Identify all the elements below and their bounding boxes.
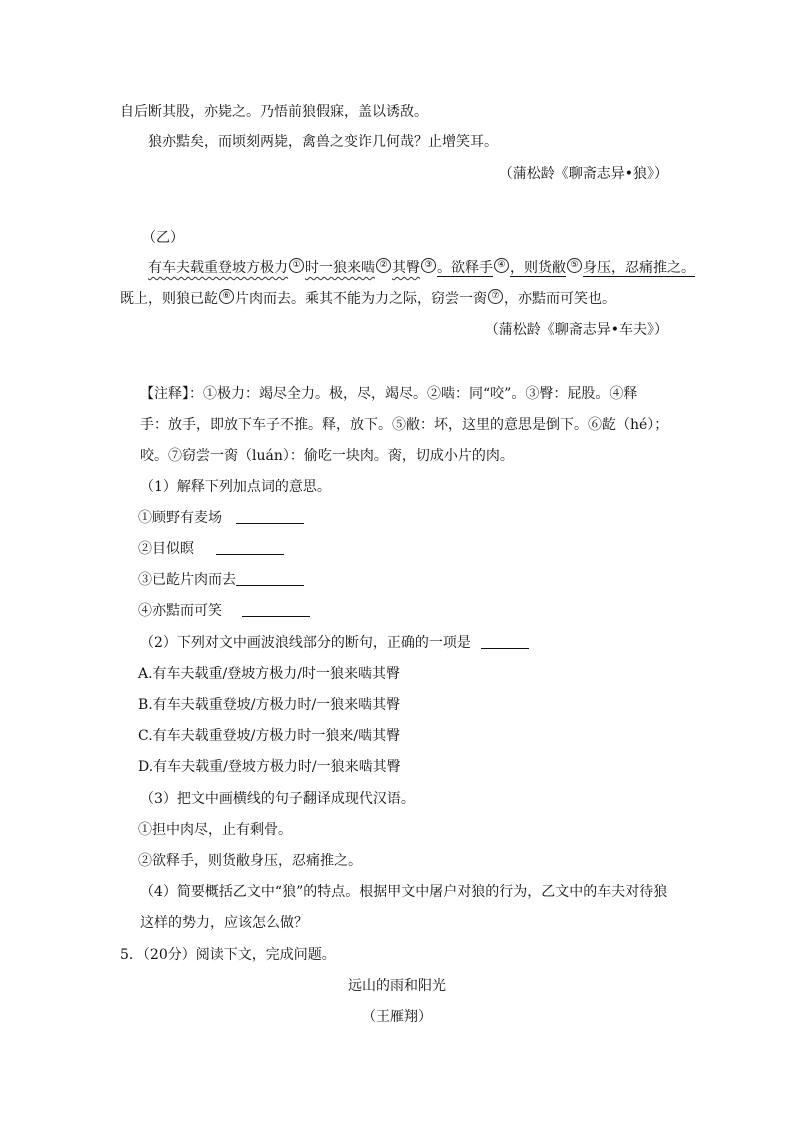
essay-author: （王雁翔） <box>362 1009 432 1025</box>
question-1-item-1 <box>138 508 304 528</box>
underlined-sentence <box>437 260 695 276</box>
passage-yi-heading: （乙） <box>142 230 184 246</box>
question-4-line-2: 这样的势力，应该怎么做？ <box>140 915 308 931</box>
question-4-line-1: （4）简要概括乙文中“狼”的特点。根据甲文中屠户对狼的行为，乙文中的车夫对待狼 <box>140 884 668 900</box>
note-mark-3: ③ <box>421 258 436 273</box>
notes-text-1: ：①极力：竭尽全力。极，尽，竭尽。②啮：同“咬”。③臀：屁股。④释 <box>189 386 638 402</box>
note-mark-4: ④ <box>494 258 509 273</box>
question-2-stem <box>140 633 529 653</box>
notes-line-2: 手：放手，即放下车子不推。释，放下。⑤敝：坏，这里的意思是倒下。⑥龁（hé）； <box>140 417 669 433</box>
yi-text-4: 。欲释手 <box>437 260 493 276</box>
question-1-item-2 <box>138 539 284 559</box>
question-2-stem-text: （2）下列对文中画波浪线部分的断句，正确的一项是 <box>140 635 471 651</box>
question-2-option-b: B.有车夫载重登坡/方极力时/一狼来啮其臀 <box>138 697 401 713</box>
passage-yi-source: （蒲松龄《聊斋志异•车夫》） <box>484 322 668 338</box>
yi-text-5: ，则货敝 <box>510 260 566 276</box>
note-mark-5: ⑤ <box>567 258 582 273</box>
answer-blank-1-4[interactable] <box>242 602 310 617</box>
note-mark-2: ② <box>376 258 391 273</box>
yi-text-7: 既上，则狼已龁 <box>120 291 218 307</box>
question-2-option-a: A.有车夫载重/登坡方极力/时一狼来啮其臀 <box>138 666 400 682</box>
answer-blank-1-3[interactable] <box>236 571 304 586</box>
wavy-underlined-sentence <box>148 260 437 276</box>
yi-text-2: 时一狼来啮 <box>305 260 375 276</box>
question-2-option-d: D.有车夫载重/登坡方极力时/一狼来啮其臀 <box>138 759 401 775</box>
question-1-item-2-text: ②目似瞑 <box>138 541 194 557</box>
yi-text-8: 片肉而去。乘其不能为力之际，窃尝一脔 <box>235 291 487 307</box>
notes-line-3: 咬。⑦窃尝一脔（luán）：偷吃一块肉。脔，切成小片的肉。 <box>140 448 514 464</box>
note-mark-6: ⑥ <box>219 289 234 304</box>
answer-blank-2[interactable] <box>481 634 529 649</box>
notes-line-1 <box>140 384 637 404</box>
question-1-item-4-text: ④亦黠而可笑 <box>138 603 222 619</box>
question-2-option-c: C.有车夫载重登坡/方极力时一狼来/啮其臀 <box>138 728 401 744</box>
question-3-item-1: ①担中肉尽，止有剩骨。 <box>138 822 292 838</box>
passage-yi-line-2 <box>120 289 616 309</box>
answer-blank-1-1[interactable] <box>236 509 304 524</box>
passage-jia-line-1: 自后断其股，亦毙之。乃悟前狼假寐，盖以诱敌。 <box>120 104 428 120</box>
yi-text-6: 身压，忍痛推之。 <box>583 260 695 276</box>
question-1-item-3 <box>138 570 304 590</box>
question-1-item-4 <box>138 601 310 621</box>
passage-jia-line-2: 狼亦黠矣，而顷刻两毙，禽兽之变诈几何哉？止增笑耳。 <box>148 134 498 150</box>
question-3-stem: （3）把文中画横线的句子翻译成现代汉语。 <box>140 791 415 807</box>
question-1-stem: （1）解释下列加点词的意思。 <box>140 479 331 495</box>
note-mark-7: ⑦ <box>488 289 503 304</box>
question-3-item-2: ②欲释手，则货敝身压，忍痛推之。 <box>138 853 362 869</box>
essay-title: 远山的雨和阳光 <box>348 978 446 994</box>
question-1-item-1-text: ①顾野有麦场 <box>138 510 222 526</box>
note-mark-1: ① <box>289 258 304 273</box>
passage-jia-source: （蒲松龄《聊斋志异•狼》） <box>498 166 668 182</box>
yi-text-3: 其臀 <box>392 260 420 276</box>
notes-label: 【注释】 <box>140 386 189 402</box>
answer-blank-1-2[interactable] <box>216 540 284 555</box>
yi-text-9: ，亦黠而可笑也。 <box>504 291 616 307</box>
question-1-item-3-text: ③已龁片肉而去 <box>138 572 236 588</box>
question-5-stem: 5．（20分）阅读下文，完成问题。 <box>120 947 336 963</box>
yi-text-1: 有车夫载重登坡方极力 <box>148 260 288 276</box>
passage-yi-line-1 <box>148 258 695 278</box>
